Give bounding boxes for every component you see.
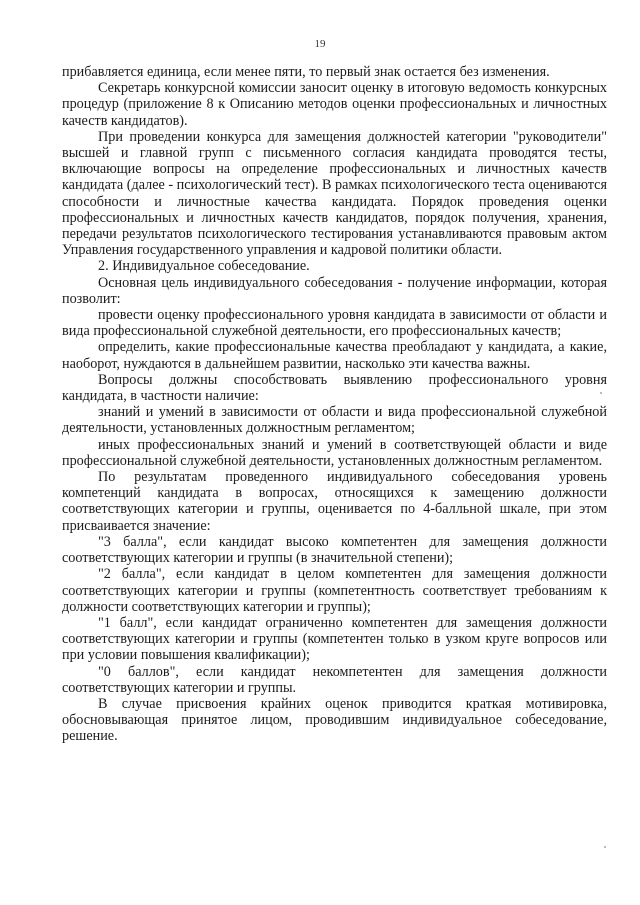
paragraph: В случае присвоения крайних оценок приводится краткая мотивировка, обосновывающая принятое лицом, проводившим индивидуальное собеседование, решение. <box>62 695 607 745</box>
score-item: "2 балла", если кандидат в целом компетентен для замещения должности соответствующих категории и группы (компетентность соответствует требованиям к должности соответствующих категории и группы); <box>62 566 607 615</box>
paragraph: Секретарь конкурсной комиссии заносит оценку в итоговую ведомость конкурсных процедур (приложение 8 к Описанию методов оценки профессиональных и личностных качеств кандидатов). <box>62 80 607 129</box>
list-item: определить, какие профессиональные качества преобладают у кандидата, а какие, наоборот, нуждаются в дальнейшем развитии, насколько эти качества важны. <box>62 339 607 372</box>
scan-speck <box>600 392 602 394</box>
paragraph: По результатам проведенного индивидуального собеседования уровень компетенций кандидата в вопросах, относящихся к замещению должности соответствующих категории и группы, оценивается по 4-балльной шкале, при этом присваивается значение: <box>62 469 607 534</box>
list-item: знаний и умений в зависимости от области и вида профессиональной служебной деятельности, установленных должностным регламентом; <box>62 404 607 437</box>
list-item: иных профессиональных знаний и умений в соответствующей области и виде профессиональной служебной деятельности, установленных должностным регламентом. <box>62 436 607 469</box>
scan-speck <box>604 846 606 848</box>
paragraph: При проведении конкурса для замещения должностей категории "руководители" высшей и главной групп с письменного согласия кандидата проводятся тесты, включающие вопросы на определение профессиональных и личностных качеств кандидата (далее - психологический тест). В рамках психологического теста оцениваются способности и личностные качества кандидата. Порядок проведения оценки профессиональных и личностных качеств кандидатов, порядок получения, хранения, передачи результатов психологического тестирования устанавливаются правовым актом Управления государственного управления и кадровой политики области. <box>62 128 607 259</box>
paragraph: Основная цель индивидуального собеседования - получение информации, которая позволит: <box>62 274 607 307</box>
score-item: "0 баллов", если кандидат некомпетентен для замещения должности соответствующих категории и группы. <box>62 663 607 696</box>
list-item: провести оценку профессионального уровня кандидата в зависимости от области и вида профессиональной служебной деятельности, его профессиональных качеств; <box>62 307 607 340</box>
section-heading: 2. Индивидуальное собеседование. <box>98 258 310 275</box>
page-number: 19 <box>314 38 326 50</box>
score-item: "1 балл", если кандидат ограниченно компетентен для замещения должности соответствующих категории и группы (компетентен только в узком круге вопросов или при условии повышения квалификации); <box>62 614 607 664</box>
paragraph: Вопросы должны способствовать выявлению профессионального уровня кандидата, в частности наличие: <box>62 371 607 405</box>
body-text <box>62 64 607 745</box>
score-item: "3 балла", если кандидат высоко компетентен для замещения должности соответствующих категории и группы (в значительной степени); <box>62 533 607 567</box>
paragraph: прибавляется единица, если менее пяти, то первый знак остается без изменения. <box>62 64 550 80</box>
